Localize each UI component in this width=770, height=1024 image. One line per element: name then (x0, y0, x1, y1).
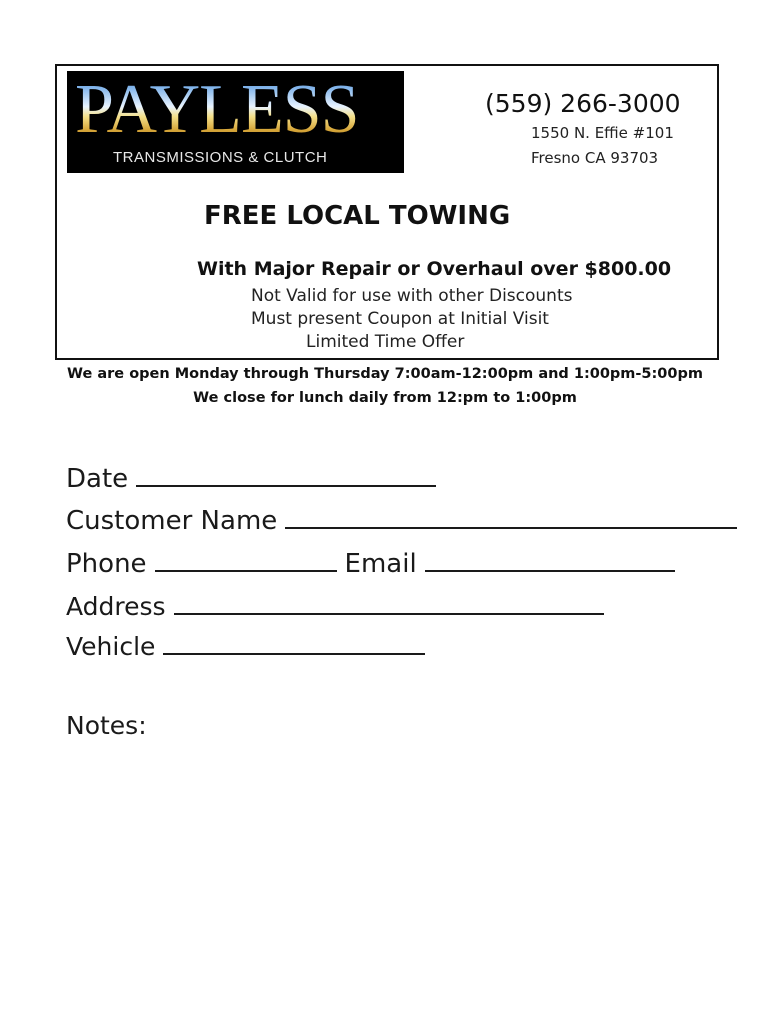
email-blank[interactable] (425, 570, 675, 572)
email-label: Email (344, 549, 417, 579)
phone-email-row (66, 548, 675, 580)
coupon-box (55, 64, 719, 360)
street-address: 1550 N. Effie #101 (531, 124, 674, 142)
business-hours: We are open Monday through Thursday 7:00am-12:00pm and 1:00pm-5:00pm (67, 366, 703, 382)
date-label: Date (66, 464, 129, 494)
offer-subhead: With Major Repair or Overhaul over $800.00 (197, 258, 672, 280)
city-state-zip: Fresno CA 93703 (531, 149, 659, 167)
address-blank[interactable] (174, 613, 604, 615)
date-blank[interactable] (136, 485, 436, 487)
customer-name-field (66, 505, 737, 537)
notes-field (66, 710, 147, 742)
offer-condition: Limited Time Offer (306, 332, 465, 352)
phone-label: Phone (66, 549, 147, 579)
address-label: Address (66, 592, 166, 621)
date-field (66, 463, 436, 495)
vehicle-field (66, 631, 425, 663)
phone-number: (559) 266-3000 (485, 89, 681, 118)
offer-headline: FREE LOCAL TOWING (204, 201, 511, 231)
customer-name-label: Customer Name (66, 506, 278, 536)
offer-condition: Not Valid for use with other Discounts (251, 286, 573, 306)
lunch-hours: We close for lunch daily from 12:pm to 1:00pm (193, 390, 577, 406)
customer-name-blank[interactable] (285, 527, 737, 529)
address-field (66, 591, 604, 623)
logo-wordmark: PAYLESS (75, 71, 399, 151)
payless-logo (67, 71, 404, 173)
vehicle-label: Vehicle (66, 632, 156, 661)
phone-blank[interactable] (155, 570, 337, 572)
offer-condition: Must present Coupon at Initial Visit (251, 309, 549, 329)
logo-subtitle: TRANSMISSIONS & CLUTCH (113, 149, 328, 166)
vehicle-blank[interactable] (163, 653, 425, 655)
notes-label: Notes: (66, 711, 147, 740)
